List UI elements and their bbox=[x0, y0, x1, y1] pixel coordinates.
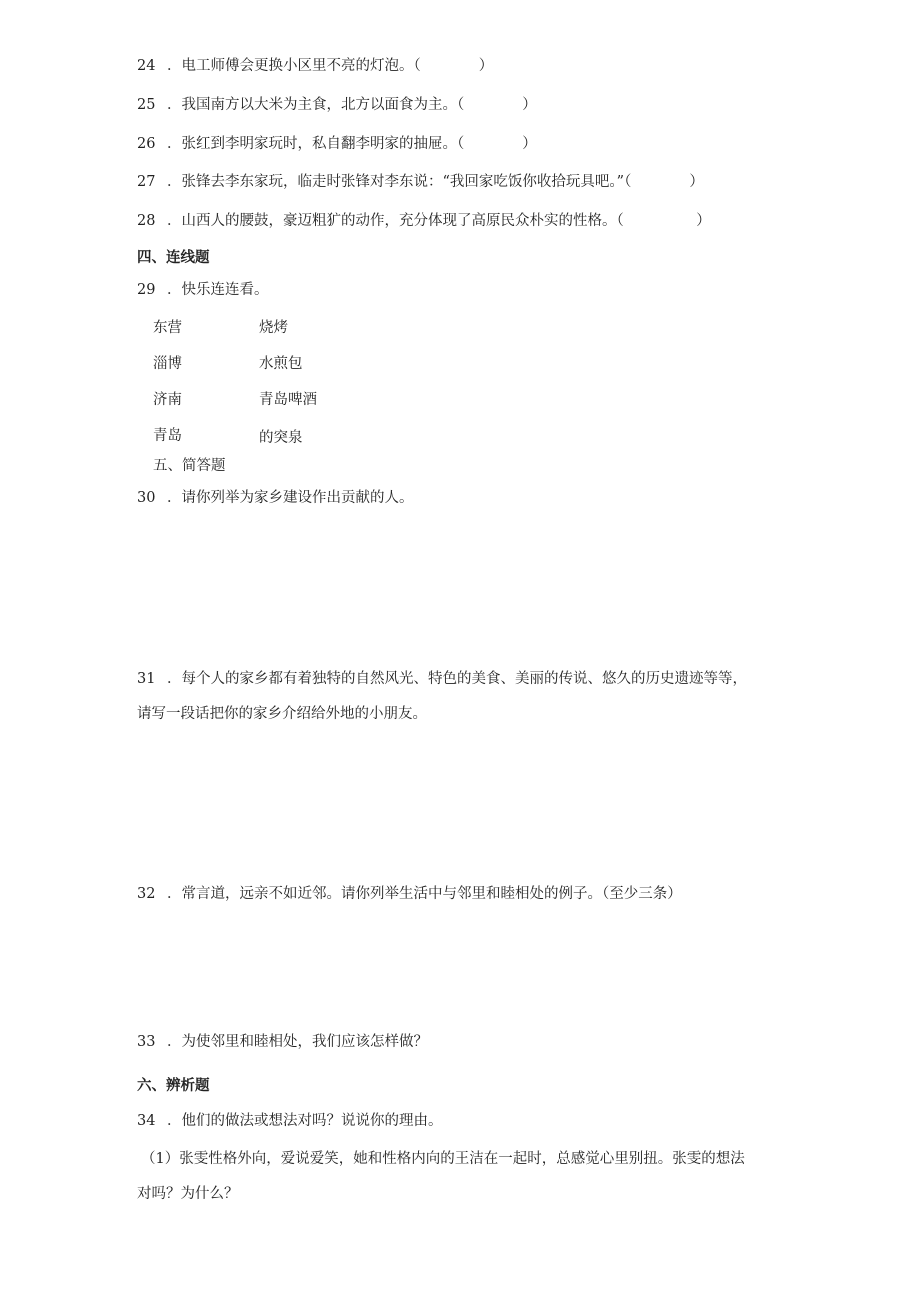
q31-line2: 请写一段话把你的家乡介绍给外地的小朋友。 bbox=[137, 706, 427, 722]
q-number: 34 bbox=[137, 1113, 156, 1129]
q-text: ．张红到李明家玩时，私自翻李明家的抽屉。（ ） bbox=[167, 136, 537, 152]
matching-left-3: 济南 bbox=[153, 392, 182, 408]
matching-right-4: 的突泉 bbox=[259, 430, 303, 446]
matching-left-2: 淄博 bbox=[153, 356, 182, 372]
q34-sub1: （1）张雯性格外向，爱说爱笑，她和性格内向的王洁在一起时，总感觉心里别扭。张雯的想法 bbox=[141, 1151, 745, 1167]
q-number: 31 bbox=[137, 671, 156, 687]
q-number: 32 bbox=[137, 886, 156, 902]
q-text: ．常言道，远亲不如近邻。请你列举生活中与邻里和睦相处的例子。（至少三条） bbox=[167, 886, 682, 902]
q25 bbox=[137, 95, 537, 115]
q-number: 26 bbox=[137, 136, 156, 152]
q24 bbox=[137, 56, 493, 76]
q-text: ．每个人的家乡都有着独特的自然风光、特色的美食、美丽的传说、悠久的历史遗迹等等， bbox=[167, 671, 747, 687]
matching-right-3: 青岛啤酒 bbox=[259, 392, 317, 408]
q34 bbox=[137, 1111, 443, 1131]
section-heading-short-answer: 五、简答题 bbox=[153, 458, 226, 474]
q30 bbox=[137, 488, 414, 508]
matching-right-2: 水煎包 bbox=[259, 356, 303, 372]
q29 bbox=[137, 280, 269, 300]
matching-right-1: 烧烤 bbox=[259, 320, 288, 336]
q26 bbox=[137, 134, 537, 154]
q31 bbox=[137, 669, 747, 689]
q-text: ．我国南方以大米为主食，北方以面食为主。（ ） bbox=[167, 97, 537, 113]
q-number: 25 bbox=[137, 97, 156, 113]
q-text: ．他们的做法或想法对吗？说说你的理由。 bbox=[167, 1113, 443, 1129]
q-text: ．电工师傅会更换小区里不亮的灯泡。（ ） bbox=[167, 58, 494, 74]
section-heading-matching: 四、连线题 bbox=[137, 250, 210, 266]
matching-left-4: 青岛 bbox=[153, 428, 182, 444]
q32 bbox=[137, 884, 682, 904]
q-text: ．山西人的腰鼓，豪迈粗犷的动作，充分体现了高原民众朴实的性格。（ ） bbox=[167, 213, 711, 229]
q-number: 30 bbox=[137, 490, 156, 506]
q28 bbox=[137, 211, 711, 231]
q-number: 24 bbox=[137, 58, 156, 74]
q-text: ．张锋去李东家玩，临走时张锋对李东说：“我回家吃饭你收拾玩具吧。”（ ） bbox=[167, 174, 704, 190]
q27 bbox=[137, 172, 704, 192]
q-text: ．请你列举为家乡建设作出贡献的人。 bbox=[167, 490, 414, 506]
q-number: 29 bbox=[137, 282, 156, 298]
q-number: 28 bbox=[137, 213, 156, 229]
q-number: 33 bbox=[137, 1034, 156, 1050]
q34-sub1-line2: 对吗？为什么？ bbox=[137, 1186, 239, 1202]
q-text: ．快乐连连看。 bbox=[167, 282, 269, 298]
q-number: 27 bbox=[137, 174, 156, 190]
q33 bbox=[137, 1032, 428, 1052]
matching-left-1: 东营 bbox=[153, 320, 182, 336]
section-heading-analysis: 六、辨析题 bbox=[137, 1078, 210, 1094]
q-text: ．为使邻里和睦相处，我们应该怎样做？ bbox=[167, 1034, 428, 1050]
